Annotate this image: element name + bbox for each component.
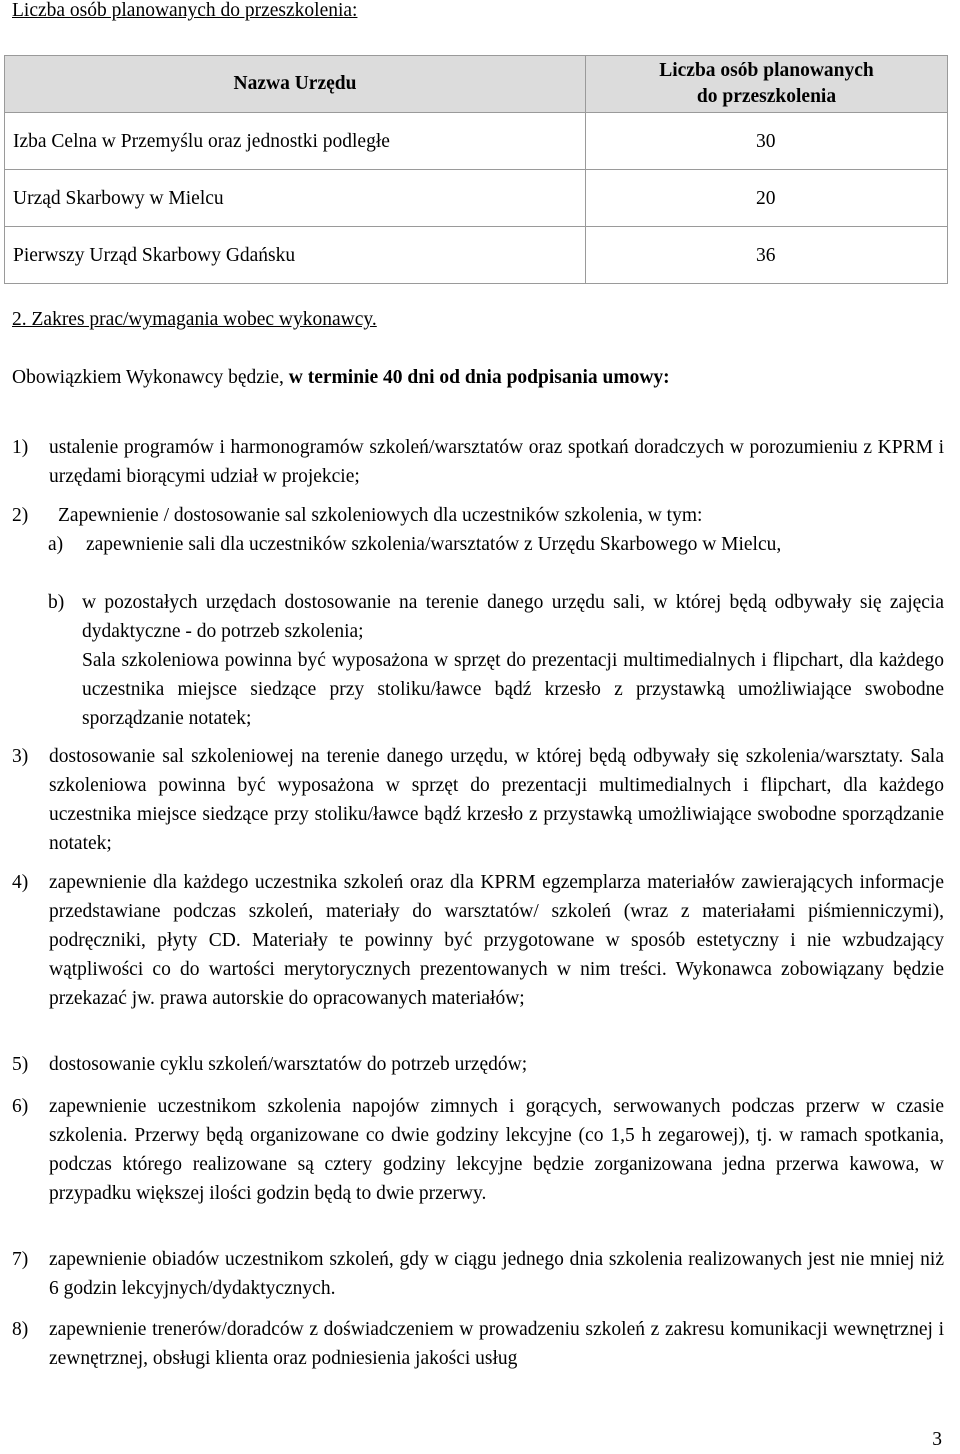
- planned-count-cell: 36: [586, 227, 948, 284]
- list-item: [12, 868, 944, 1013]
- lead-paragraph: [12, 363, 670, 392]
- list-item-text: Zapewnienie / dostosowanie sal szkoleniowych dla uczestników szkolenia, w tym:: [58, 505, 703, 526]
- list-item-text: zapewnienie dla każdego uczestnika szkoleń oraz dla KPRM egzemplarza materiałów zawierających informacje przedstawiane podczas szkoleń, materiały do warsztatów/ szkoleń (wraz z materiałami piśmienniczymi), podręczniki, płyty CD. Materiały te powinny być przygotowane w sposób estetyczny i nie wzbudzający wątpliwości co do wartości merytorycznych prezentowanych w nim treści. Wykonawca zobowiązany będzie przekazać jw. prawa autorskie do opracowanych materiałów;: [49, 872, 944, 1009]
- intro-heading: Liczba osób planowanych do przeszkolenia:: [12, 0, 358, 21]
- list-item-text: zapewnienie uczestnikom szkolenia napojów zimnych i gorących, serwowanych podczas przerw w czasie szkolenia. Przerwy będą organizowane co dwie godziny lekcyjne (co 1,5 h zegarowej), tj. w ramach spotkania, podczas którego realizowane są cztery godziny lekcyjne będzie zorganizowana jedna przerwa kawowa, w przypadku większej ilości godzin będą to dwie przerwy.: [49, 1096, 944, 1204]
- planned-count-cell: 30: [586, 113, 948, 170]
- table-header-row: [5, 56, 948, 113]
- list-item: [12, 1245, 944, 1303]
- list-item-number: 5): [12, 1054, 29, 1075]
- sub-item: [48, 530, 944, 559]
- header-planned-count: Liczba osób planowanych do przeszkolenia: [586, 56, 948, 113]
- list-item-text: ustalenie programów i harmonogramów szkoleń/warsztatów oraz spotkań doradczych w porozumieniu z KPRM i urzędami biorącymi udział w projekcie;: [49, 437, 944, 487]
- sub-item-label: b): [48, 592, 65, 613]
- lead-normal-text: Obowiązkiem Wykonawcy będzie,: [12, 367, 289, 388]
- sub-item-text: zapewnienie sali dla uczestników szkolenia/warsztatów z Urzędu Skarbowego w Mielcu,: [86, 534, 782, 555]
- list-item-text: dostosowanie cyklu szkoleń/warsztatów do potrzeb urzędów;: [49, 1054, 528, 1075]
- list-item-text: zapewnienie trenerów/doradców z doświadczeniem w prowadzeniu szkoleń z zakresu komunikacji wewnętrznej i zewnętrznej, obsługi klienta oraz podniesienia jakości usług: [49, 1319, 944, 1369]
- office-name-cell: Urząd Skarbowy w Mielcu: [5, 170, 586, 227]
- training-table: [4, 55, 948, 284]
- table-row: [5, 227, 948, 284]
- table-row: [5, 113, 948, 170]
- list-item-number: 7): [12, 1249, 29, 1270]
- list-item-number: 4): [12, 872, 29, 893]
- office-name-cell: Pierwszy Urząd Skarbowy Gdańsku: [5, 227, 586, 284]
- list-item: [12, 1315, 944, 1373]
- table-row: [5, 170, 948, 227]
- office-name-cell: Izba Celna w Przemyślu oraz jednostki podległe: [5, 113, 586, 170]
- list-item-number: 3): [12, 746, 29, 767]
- list-item-number: 6): [12, 1096, 29, 1117]
- planned-count-cell: 20: [586, 170, 948, 227]
- list-item-text: zapewnienie obiadów uczestnikom szkoleń, gdy w ciągu jednego dnia szkolenia realizowanych jest nie mniej niż 6 godzin lekcyjnych/dydaktycznych.: [49, 1249, 944, 1299]
- sub-item-text: w pozostałych urzędach dostosowanie na terenie danego urzędu sali, w której będą odbywały się zajęcia dydaktyczne - do potrzeb szkolenia;: [82, 592, 944, 642]
- sub-item-label: a): [48, 534, 64, 555]
- sala-note: Sala szkoleniowa powinna być wyposażona w sprzęt do prezentacji multimedialnych i flipchart, dla każdego uczestnika miejsce siedzące przy stoliku/ławce bądź krzesło z przystawką umożliwiające swobodne sporządzanie notatek;: [82, 650, 944, 729]
- list-item-number: 2): [12, 505, 29, 526]
- list-item-number: 1): [12, 437, 29, 458]
- section-heading: 2. Zakres prac/wymagania wobec wykonawcy.: [12, 309, 377, 330]
- list-item-text: dostosowanie sal szkoleniowej na terenie danego urzędu, w której będą odbywały się szkolenia/warsztaty. Sala szkoleniowa powinna być wyposażona w sprzęt do prezentacji multimedialnych i flipchart, dla każdego uczestnika miejsce siedzące przy stoliku/ławce bądź krzesło z przystawką umożliwiające swobodne sporządzanie notatek;: [49, 746, 944, 854]
- list-item-number: 8): [12, 1319, 29, 1340]
- list-item: [12, 1050, 944, 1079]
- page-number: 3: [932, 1429, 942, 1450]
- lead-bold-text: w terminie 40 dni od dnia podpisania umowy:: [288, 367, 670, 388]
- list-item: [12, 742, 944, 858]
- sub-item: [48, 588, 944, 646]
- header-office-name: Nazwa Urzędu: [5, 56, 586, 113]
- list-item: [12, 1092, 944, 1208]
- list-item: [12, 433, 944, 491]
- list-item: [12, 501, 944, 530]
